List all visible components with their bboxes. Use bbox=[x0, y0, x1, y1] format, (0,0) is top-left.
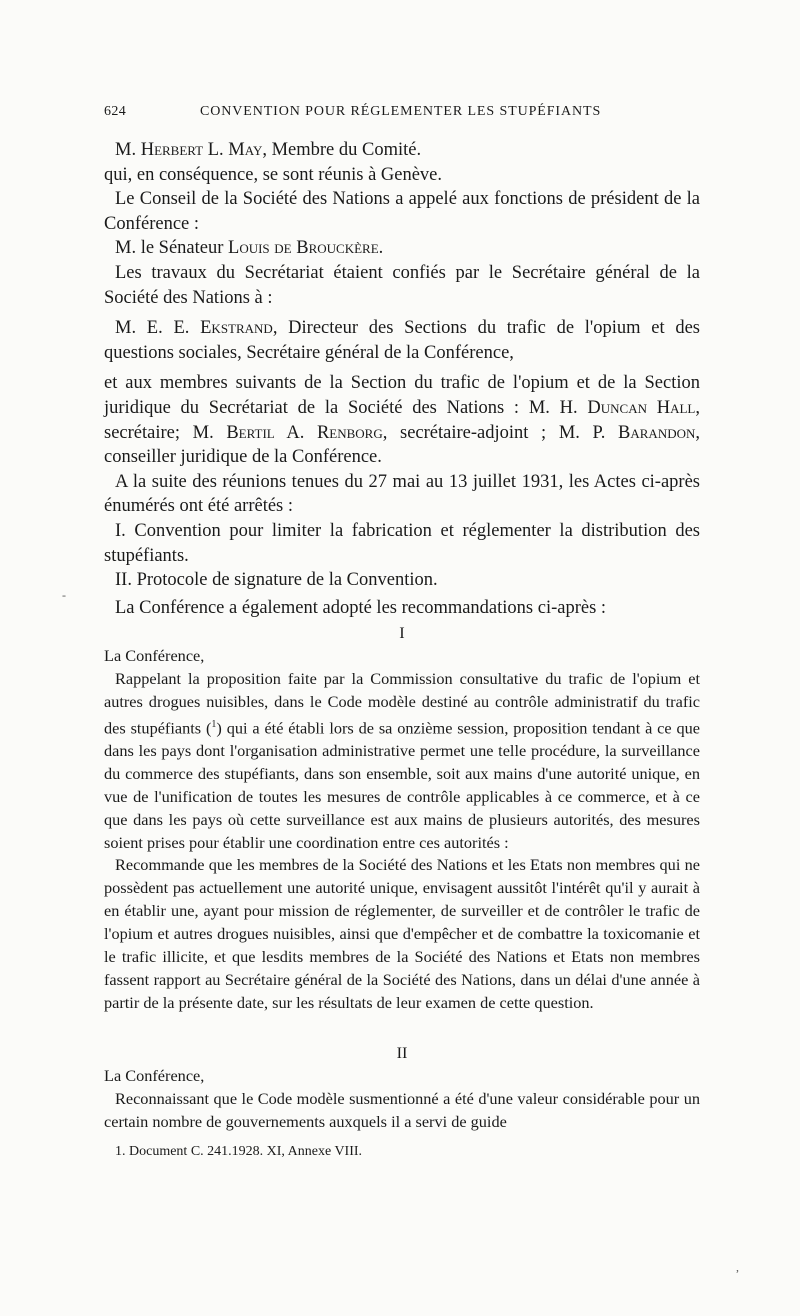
act-item-1: I. Convention pour limiter la fabrication et réglementer la distribution des stupéfiants. bbox=[104, 520, 700, 566]
footnote-text: 1. Document C. 241.1928. XI, Annexe VIII. bbox=[115, 1144, 363, 1159]
intro-section bbox=[104, 138, 700, 620]
acts-intro: A la suite des réunions tenues du 27 mai au 13 juillet 1931, les Actes ci-après énumérés ont été arrêtés : bbox=[104, 471, 700, 517]
president-name: M. le Sénateur Louis de Brouckère. bbox=[115, 238, 384, 259]
recommendation-operative: Recommande que les membres de la Société des Nations et les Etats non membres qui ne possèdent pas actuellement une autorité unique, envisagent aussitôt l'intérêt qu'il y aurait à en établir une, ayant pour mission de réglementer, de surveiller et de contrôler le trafic de l'opium et autres drogues nuisibles, ainsi que d'empêcher et de combattre la toxicomanie et le trafic illicite, et que lesdits membres de la Société des Nations et Etats non membres fassent rapport au Secrétaire général de la Société des Nations, dans un délai d'une année à partir de la présente date, sur les résultats de leur examen de cette question. bbox=[104, 855, 700, 1012]
running-title: CONVENTION POUR RÉGLEMENTER LES STUPÉFIANTS bbox=[200, 104, 602, 119]
footnote-ref: 1 bbox=[211, 718, 217, 730]
recommendation-opener: La Conférence, bbox=[104, 645, 205, 665]
footnote bbox=[104, 1144, 700, 1160]
member-line: M. Herbert L. May, Membre du Comité. bbox=[115, 140, 422, 160]
recommendation-numeral: I bbox=[399, 623, 405, 642]
act-item-2: II. Protocole de signature de la Convention. bbox=[115, 570, 438, 591]
recommendation-recital: Reconnaissant que le Code modèle susmentionné a été d'une valeur considérable pour un certain nombre de gouvernements auxquels il a servi de guide bbox=[104, 1088, 700, 1131]
recommendation-recital: Rappelant la proposition faite par la Commission consultative du trafic de l'opium et autres drogues nuisibles, dans le Code modèle destiné au contrôle administratif du trafic des stupéfiants ($^1$) qui a été établi lors de sa onzième session, proposition tendant à ce que dans les pays dont l'organisation administrative permet une telle procédure, la surveillance du commerce des stupéfiants, dans son ensemble, soit aux mains d'une autorité unique, en vue de l'unification de toutes les mesures de contrôle applicables à ce commerce, et à ce que dans les pays où cette surveillance est aux mains de plusieurs autorités, des mesures soient prises pour établir une coordination entre ces autorités : bbox=[104, 668, 701, 852]
secretary-general-line: M. E. E. Ekstrand, Directeur des Sections du trafic de l'opium et des questions sociales, Secrétaire général de la Conférence, bbox=[104, 318, 700, 363]
recommendations-intro: La Conférence a également adopté les recommandations ci-après : bbox=[115, 597, 607, 618]
running-header bbox=[104, 104, 700, 126]
margin-mark: , bbox=[736, 1260, 739, 1274]
recommendation-opener: La Conférence, bbox=[104, 1065, 205, 1085]
recommendation-2 bbox=[104, 1042, 700, 1134]
secretariat-intro: Les travaux du Secrétariat étaient confiés par le Secrétaire général de la Société des Nations à : bbox=[104, 262, 700, 308]
recommendation-1 bbox=[104, 622, 700, 1015]
recommendation-numeral: II bbox=[396, 1043, 408, 1062]
secretariat-members: et aux membres suivants de la Section du trafic de l'opium et de la Section juridique du Secrétariat de la Société des Nations : M. H. Duncan Hall, secrétaire; M. Bertil A. Renborg, secrétaire-adjoint ; M. P. Barandon, conseiller juridique de la Conférence. bbox=[104, 373, 700, 468]
margin-mark: - bbox=[62, 588, 66, 602]
president-intro: Le Conseil de la Société des Nations a appelé aux fonctions de président de la Conférence : bbox=[104, 189, 700, 234]
page-number: 624 bbox=[104, 104, 127, 119]
meeting-line: qui, en conséquence, se sont réunis à Genève. bbox=[104, 164, 443, 185]
